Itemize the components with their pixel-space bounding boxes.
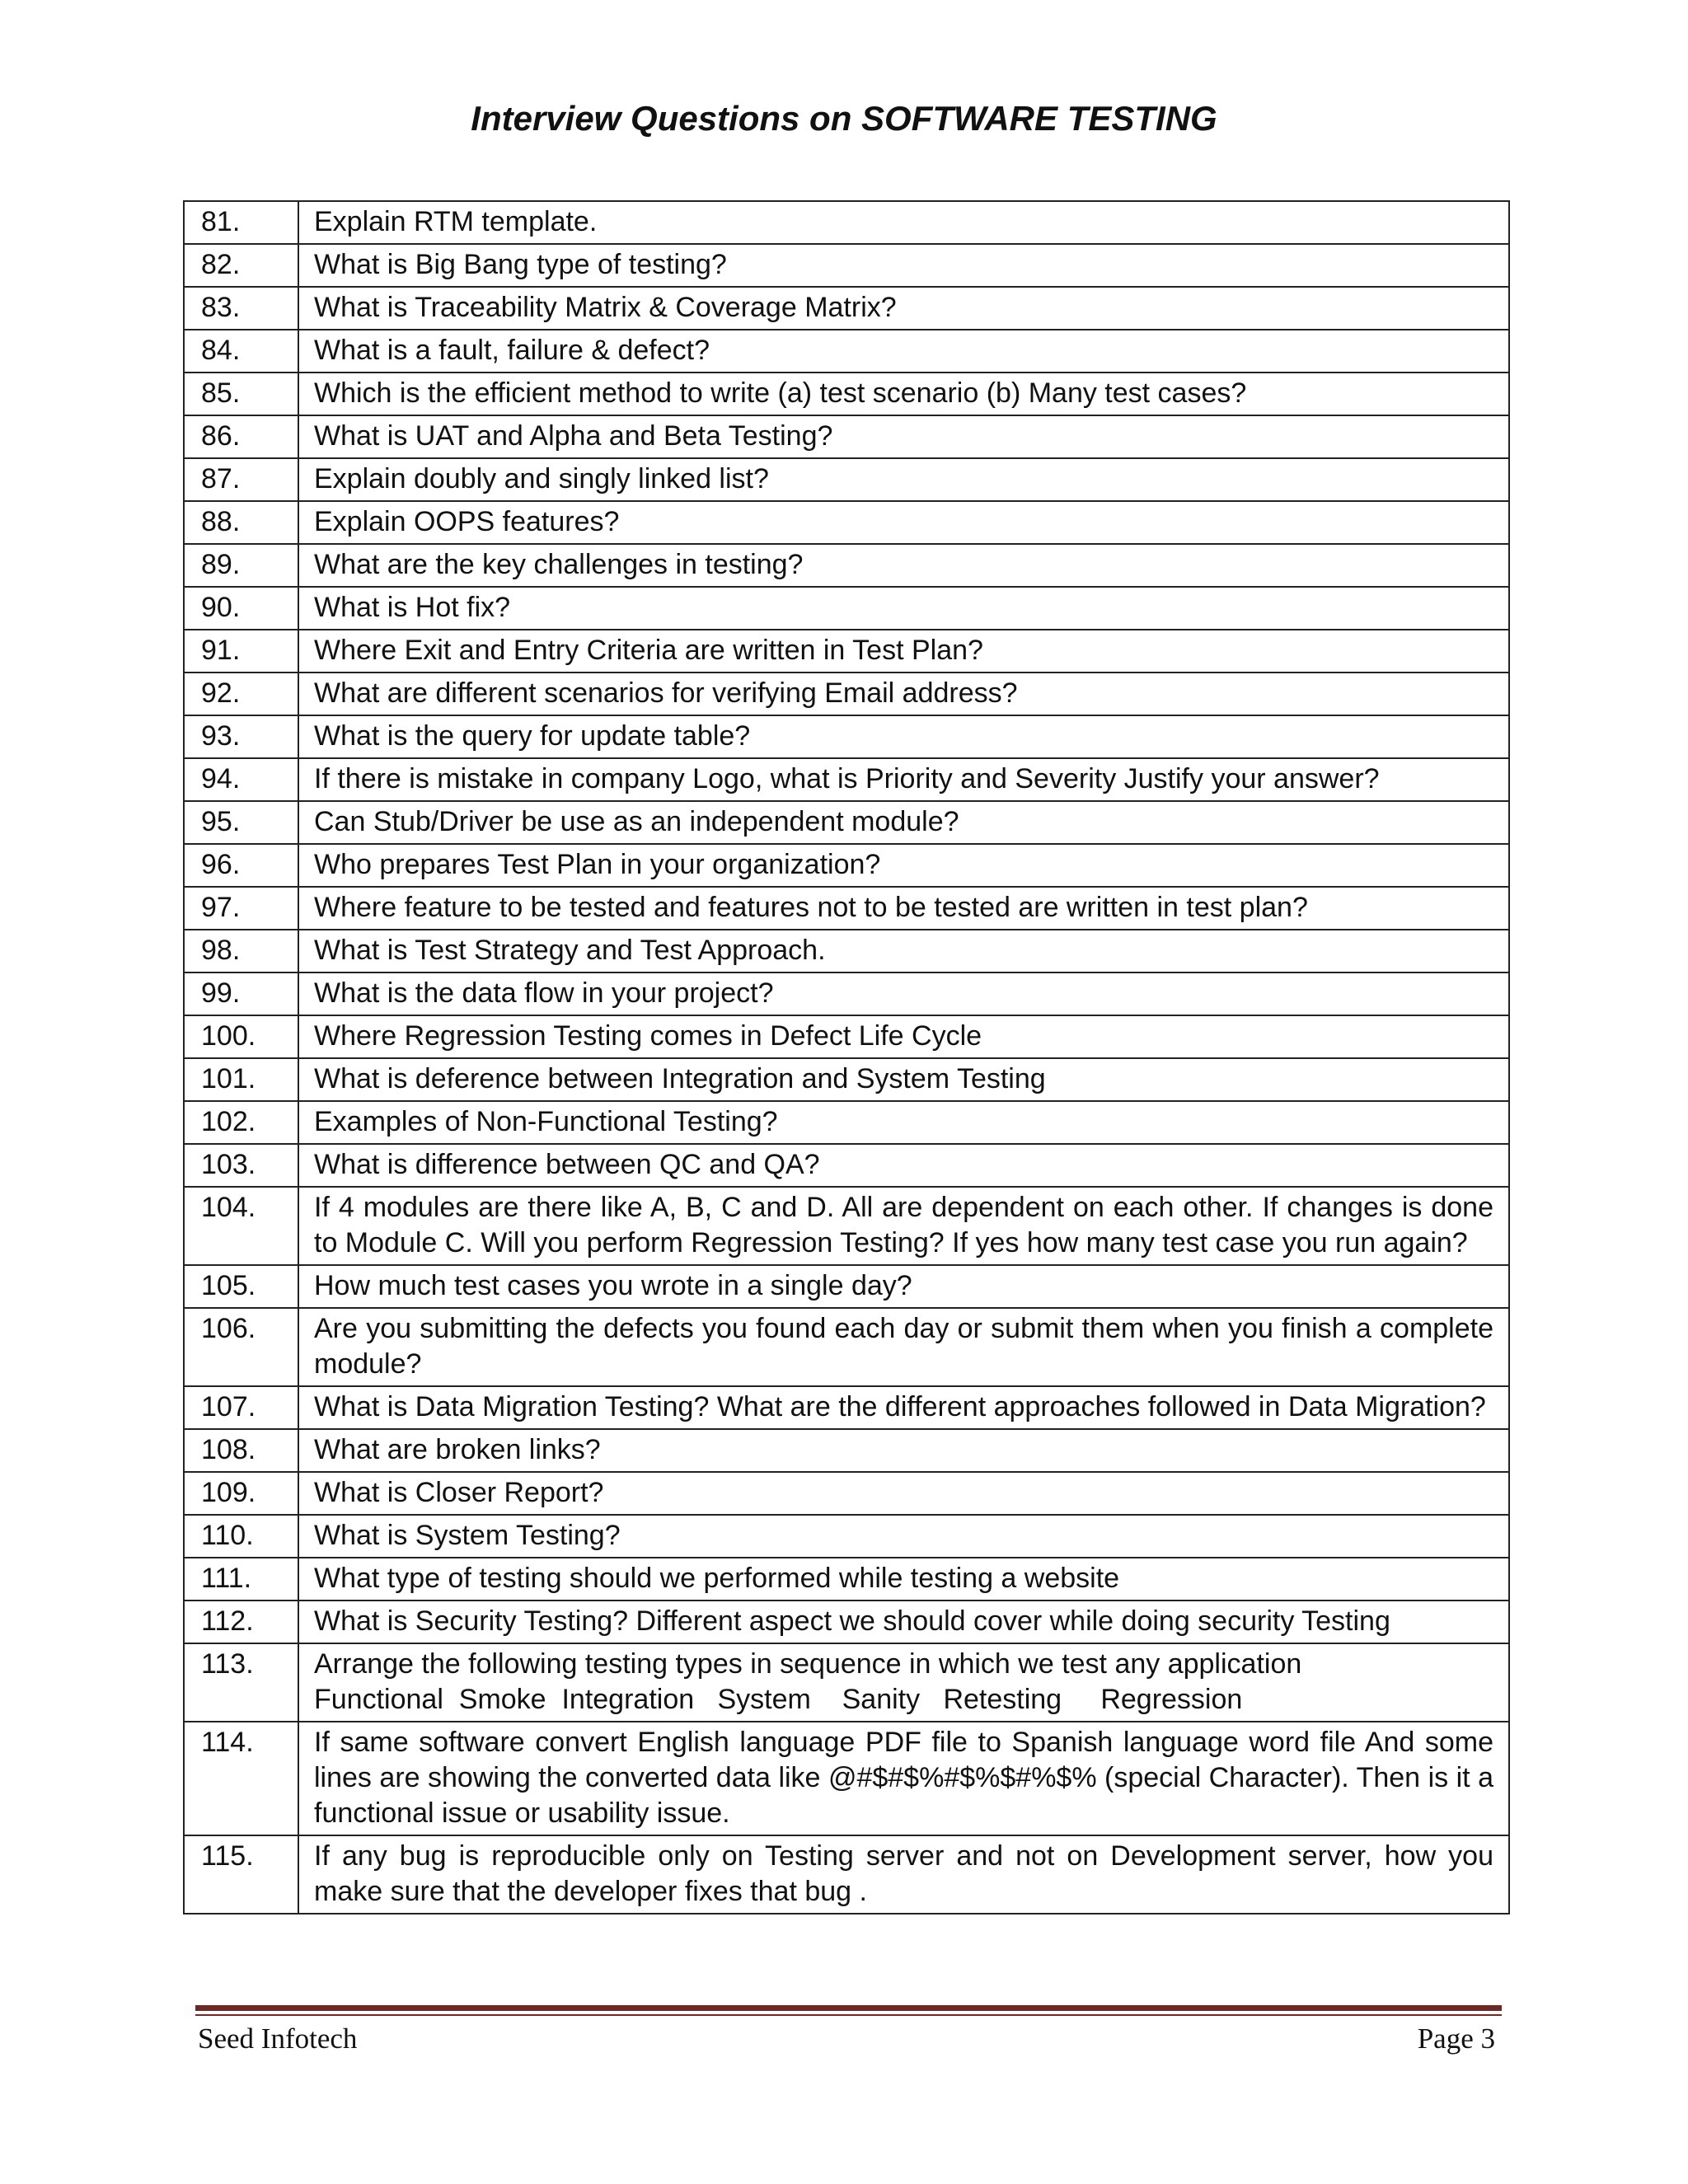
question-text xyxy=(298,1265,1509,1308)
question-number: 114. xyxy=(184,1722,298,1835)
question-line: Which is the efficient method to write (a) test scenario (b) Many test cases? xyxy=(314,377,1247,409)
footer-page-number: Page 3 xyxy=(1417,2022,1495,2055)
question-line: If any bug is reproducible only on Testing server and not on Development server, how you make sure that the developer fixes that bug . xyxy=(314,1840,1493,1907)
question-text xyxy=(298,673,1509,715)
question-number: 109. xyxy=(184,1472,298,1515)
question-line: Arrange the following testing types in sequence in which we test any application xyxy=(314,1648,1302,1680)
question-line: Where Exit and Entry Criteria are written in Test Plan? xyxy=(314,635,983,666)
question-number: 106. xyxy=(184,1308,298,1386)
table-row xyxy=(184,673,1509,715)
question-text xyxy=(298,244,1509,287)
question-text xyxy=(298,887,1509,930)
question-number: 107. xyxy=(184,1386,298,1429)
question-number: 81. xyxy=(184,201,298,244)
table-row xyxy=(184,1101,1509,1144)
question-line: What is Data Migration Testing? What are the different approaches followed in Data Migration? xyxy=(314,1391,1486,1422)
footer-divider-thin xyxy=(195,2014,1502,2016)
question-text xyxy=(298,758,1509,801)
table-row xyxy=(184,1015,1509,1058)
table-row xyxy=(184,844,1509,887)
question-text xyxy=(298,1058,1509,1101)
page-title: Interview Questions on SOFTWARE TESTING xyxy=(471,99,1217,138)
question-number: 92. xyxy=(184,673,298,715)
question-line: What are broken links? xyxy=(314,1434,601,1465)
question-number: 113. xyxy=(184,1643,298,1722)
question-line: What is Security Testing? Different aspect we should cover while doing security Testing xyxy=(314,1605,1390,1637)
table-row xyxy=(184,1308,1509,1386)
question-number: 111. xyxy=(184,1558,298,1601)
question-number: 85. xyxy=(184,373,298,415)
question-line: If 4 modules are there like A, B, C and D. All are dependent on each other. If changes is done to Module C. Will you perform Regression Testing? If yes how many test case you run again? xyxy=(314,1192,1493,1258)
question-line: Who prepares Test Plan in your organization? xyxy=(314,849,881,880)
question-number: 115. xyxy=(184,1835,298,1914)
question-text xyxy=(298,930,1509,972)
question-line: What is Closer Report? xyxy=(314,1477,604,1508)
question-number: 112. xyxy=(184,1601,298,1643)
table-row xyxy=(184,1429,1509,1472)
question-number: 105. xyxy=(184,1265,298,1308)
question-text xyxy=(298,1308,1509,1386)
question-number: 82. xyxy=(184,244,298,287)
table-row xyxy=(184,1472,1509,1515)
question-text xyxy=(298,544,1509,587)
question-text xyxy=(298,844,1509,887)
question-line: Where feature to be tested and features not to be tested are written in test plan? xyxy=(314,892,1308,923)
question-line: What are the key challenges in testing? xyxy=(314,549,804,580)
question-text xyxy=(298,1429,1509,1472)
table-row xyxy=(184,972,1509,1015)
questions-table-body xyxy=(184,201,1509,1914)
table-row xyxy=(184,1058,1509,1101)
question-number: 89. xyxy=(184,544,298,587)
table-row xyxy=(184,1558,1509,1601)
table-row xyxy=(184,930,1509,972)
question-line: What is deference between Integration and System Testing xyxy=(314,1063,1046,1094)
table-row xyxy=(184,1643,1509,1722)
question-line: Where Regression Testing comes in Defect Life Cycle xyxy=(314,1020,982,1052)
question-number: 97. xyxy=(184,887,298,930)
question-line: If same software convert English language PDF file to Spanish language word file And some lines are showing the converted data like @#$#$%#$%$#%$% (special Character). Then is it a functional issue or usability issue. xyxy=(314,1727,1493,1829)
question-line: What is the query for update table? xyxy=(314,720,751,752)
table-row xyxy=(184,1722,1509,1835)
question-number: 103. xyxy=(184,1144,298,1187)
question-number: 110. xyxy=(184,1515,298,1558)
question-number: 91. xyxy=(184,630,298,673)
table-row xyxy=(184,544,1509,587)
question-line: What is the data flow in your project? xyxy=(314,977,774,1009)
question-number: 108. xyxy=(184,1429,298,1472)
question-line: Examples of Non-Functional Testing? xyxy=(314,1106,778,1137)
question-text xyxy=(298,1187,1509,1265)
question-number: 95. xyxy=(184,801,298,844)
table-row xyxy=(184,458,1509,501)
question-number: 84. xyxy=(184,330,298,373)
question-text xyxy=(298,1101,1509,1144)
question-number: 86. xyxy=(184,415,298,458)
question-text xyxy=(298,972,1509,1015)
question-number: 96. xyxy=(184,844,298,887)
table-row xyxy=(184,1515,1509,1558)
question-text xyxy=(298,1835,1509,1914)
question-text xyxy=(298,587,1509,630)
question-number: 94. xyxy=(184,758,298,801)
question-text xyxy=(298,630,1509,673)
question-text xyxy=(298,1722,1509,1835)
question-line: How much test cases you wrote in a single day? xyxy=(314,1270,912,1301)
table-row xyxy=(184,758,1509,801)
question-line-2: Functional Smoke Integration System Sanity Retesting Regression xyxy=(314,1684,1243,1715)
question-line: Explain RTM template. xyxy=(314,206,598,237)
question-text xyxy=(298,801,1509,844)
question-line: What is System Testing? xyxy=(314,1520,621,1551)
question-line: What is Big Bang type of testing? xyxy=(314,249,727,280)
question-number: 100. xyxy=(184,1015,298,1058)
question-number: 93. xyxy=(184,715,298,758)
table-row xyxy=(184,330,1509,373)
question-line: What is Test Strategy and Test Approach. xyxy=(314,935,826,966)
table-row xyxy=(184,715,1509,758)
table-row xyxy=(184,1386,1509,1429)
question-number: 88. xyxy=(184,501,298,544)
table-row xyxy=(184,415,1509,458)
table-row xyxy=(184,201,1509,244)
question-text xyxy=(298,501,1509,544)
table-row xyxy=(184,244,1509,287)
table-row xyxy=(184,801,1509,844)
table-row xyxy=(184,501,1509,544)
question-number: 87. xyxy=(184,458,298,501)
table-row xyxy=(184,1265,1509,1308)
question-text xyxy=(298,1515,1509,1558)
question-text xyxy=(298,458,1509,501)
table-row xyxy=(184,1144,1509,1187)
question-text xyxy=(298,1643,1509,1722)
question-number: 102. xyxy=(184,1101,298,1144)
question-text xyxy=(298,715,1509,758)
question-text xyxy=(298,201,1509,244)
question-line: What is a fault, failure & defect? xyxy=(314,335,710,366)
table-row xyxy=(184,1601,1509,1643)
table-row xyxy=(184,373,1509,415)
question-line: If there is mistake in company Logo, what is Priority and Severity Justify your answer? xyxy=(314,763,1380,794)
question-number: 99. xyxy=(184,972,298,1015)
table-row xyxy=(184,630,1509,673)
question-line: What is UAT and Alpha and Beta Testing? xyxy=(314,420,833,452)
footer-company: Seed Infotech xyxy=(198,2022,358,2055)
table-row xyxy=(184,1835,1509,1914)
question-line: Explain OOPS features? xyxy=(314,506,620,537)
question-text xyxy=(298,1015,1509,1058)
table-row xyxy=(184,887,1509,930)
question-text xyxy=(298,330,1509,373)
question-number: 83. xyxy=(184,287,298,330)
question-line: What is Hot fix? xyxy=(314,592,511,623)
question-text xyxy=(298,373,1509,415)
question-number: 98. xyxy=(184,930,298,972)
question-number: 104. xyxy=(184,1187,298,1265)
question-line: Can Stub/Driver be use as an independent module? xyxy=(314,806,959,837)
question-line: Are you submitting the defects you found each day or submit them when you finish a complete module? xyxy=(314,1313,1493,1380)
table-row xyxy=(184,1187,1509,1265)
question-line: What type of testing should we performed while testing a website xyxy=(314,1563,1120,1594)
question-text xyxy=(298,287,1509,330)
footer-divider xyxy=(195,2005,1502,2011)
question-text xyxy=(298,1601,1509,1643)
question-number: 101. xyxy=(184,1058,298,1101)
questions-table xyxy=(183,200,1510,1915)
question-text xyxy=(298,1386,1509,1429)
question-text xyxy=(298,1472,1509,1515)
question-line: What are different scenarios for verifying Email address? xyxy=(314,677,1018,709)
table-row xyxy=(184,287,1509,330)
question-number: 90. xyxy=(184,587,298,630)
question-line: What is difference between QC and QA? xyxy=(314,1149,820,1180)
table-row xyxy=(184,587,1509,630)
question-line: What is Traceability Matrix & Coverage Matrix? xyxy=(314,292,897,323)
question-text xyxy=(298,1144,1509,1187)
question-line: Explain doubly and singly linked list? xyxy=(314,463,769,494)
question-text xyxy=(298,415,1509,458)
question-text xyxy=(298,1558,1509,1601)
